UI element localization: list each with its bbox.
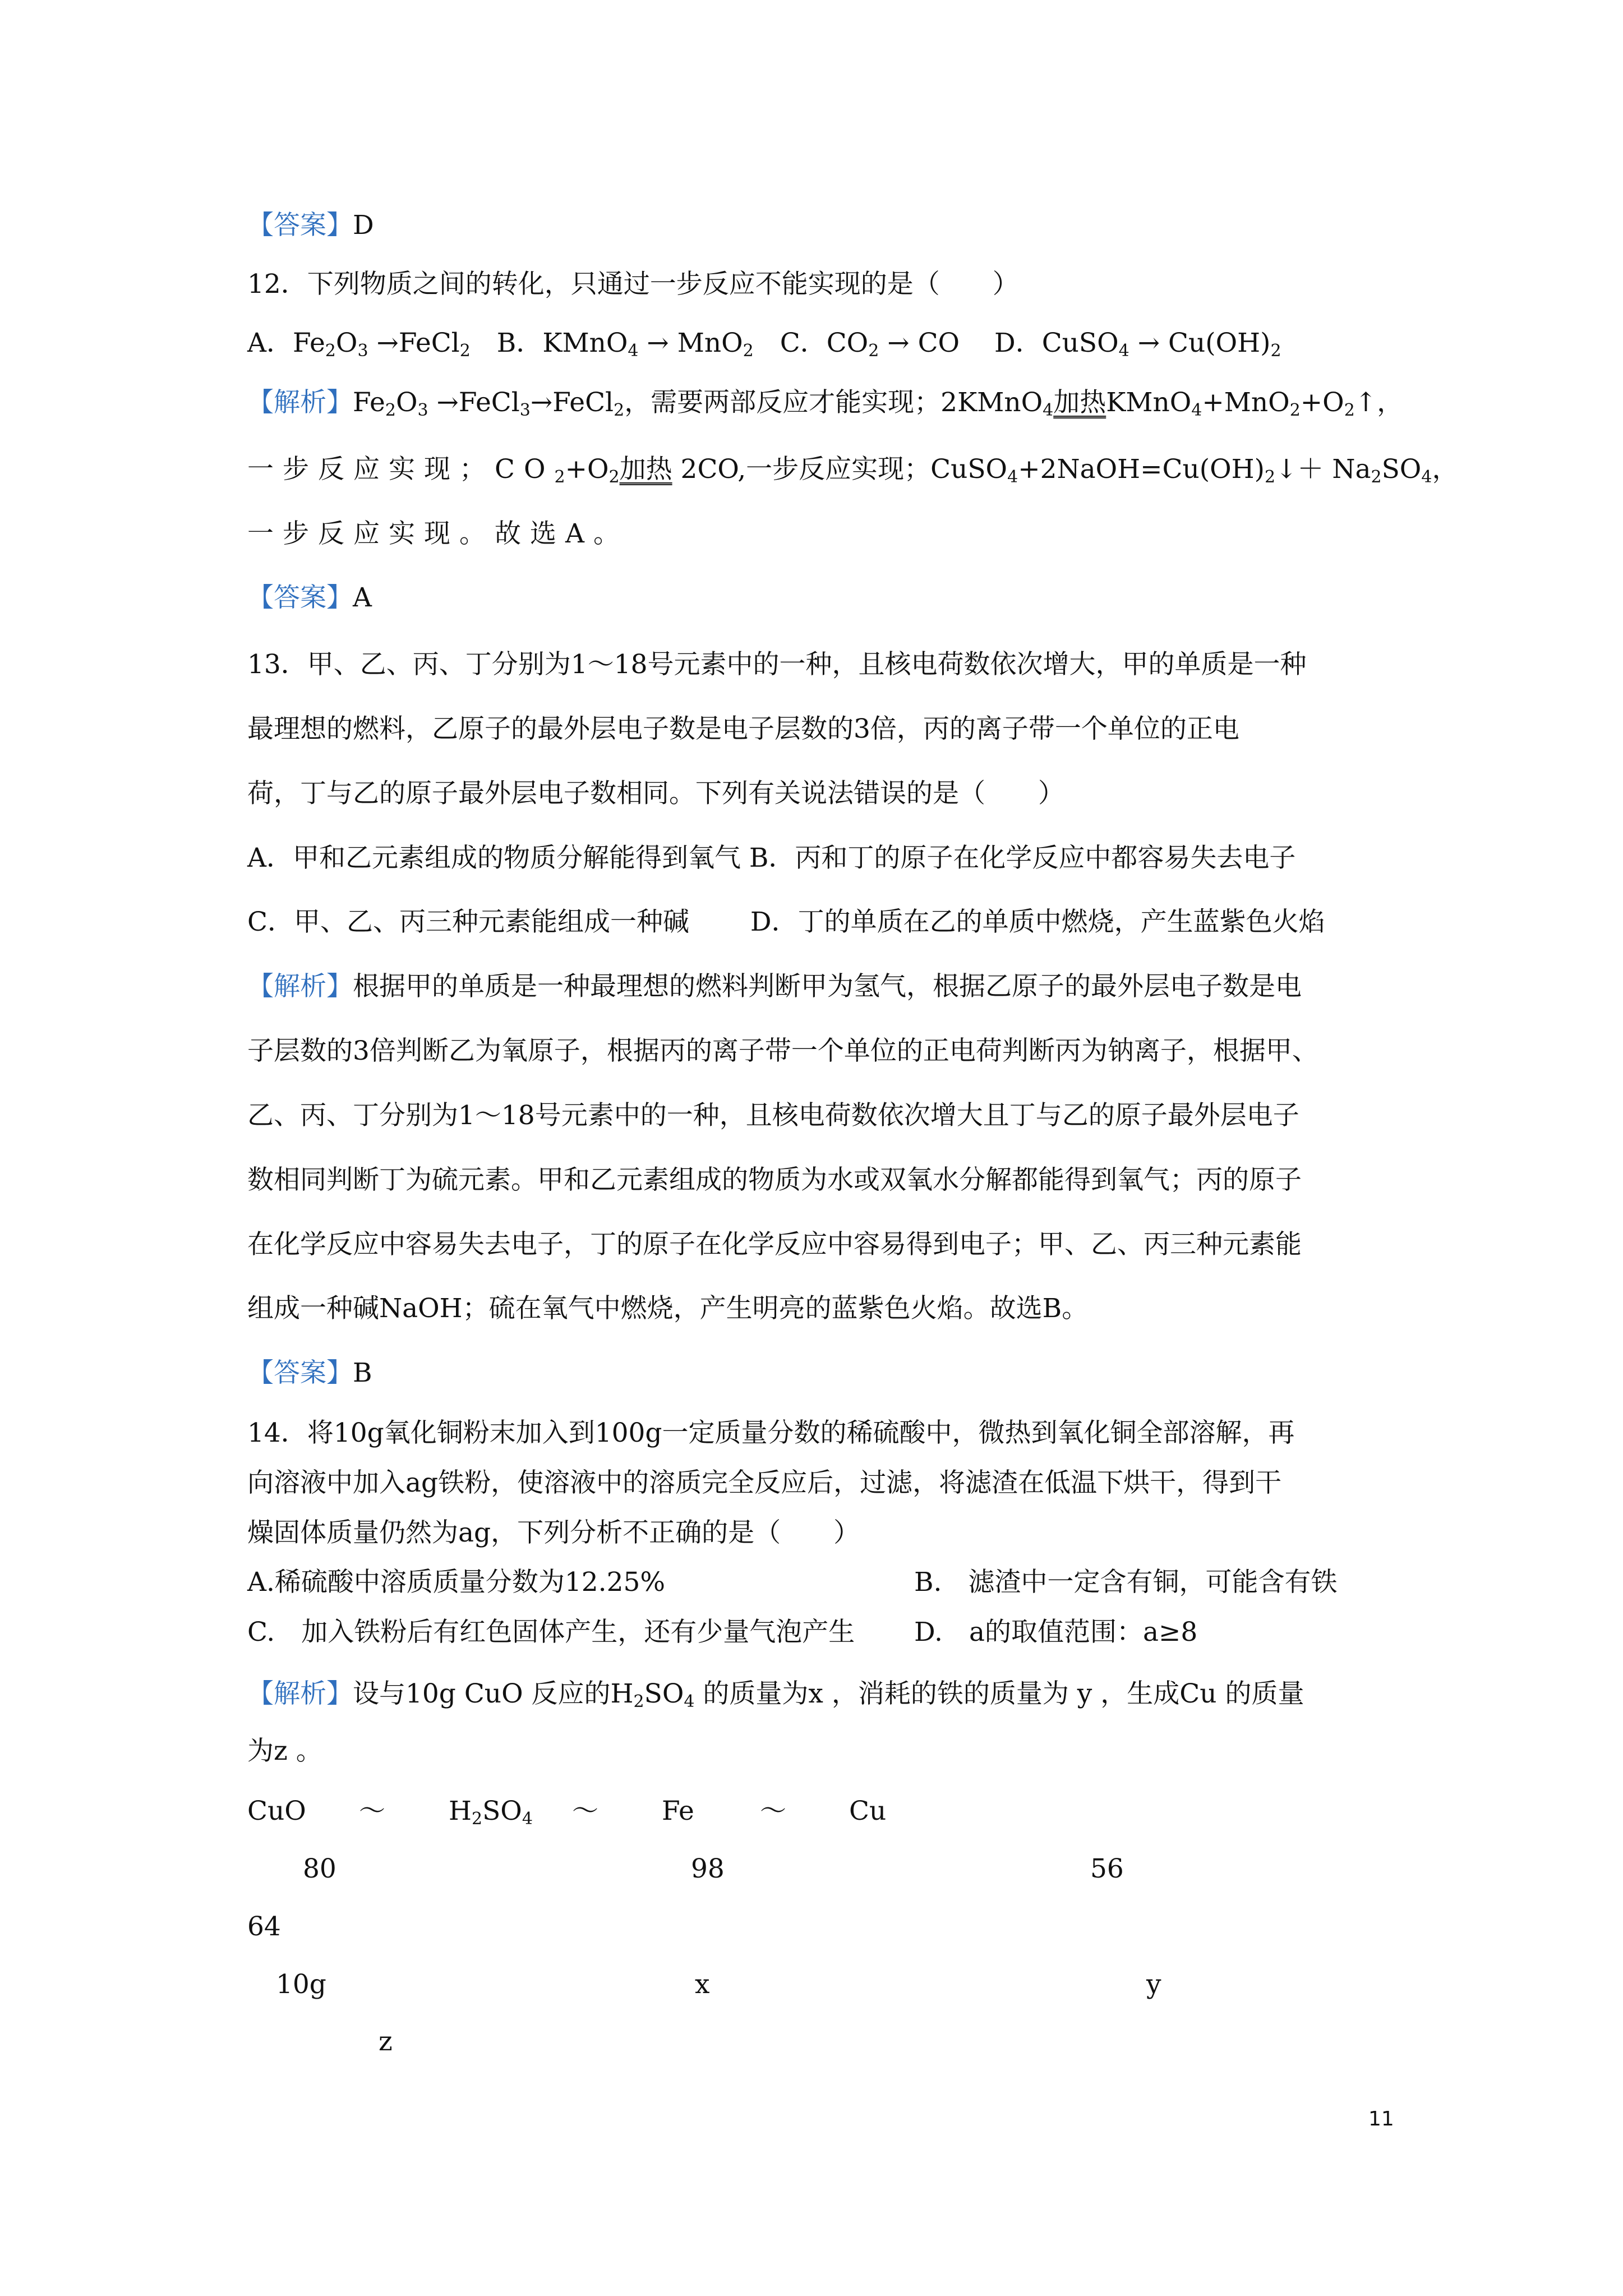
table-r2-98: 98 (691, 1853, 725, 1884)
table-h2so4: $H_2SO_4$ (449, 1796, 533, 1829)
table-r3-64: 64 (247, 1911, 281, 1942)
question-13-analysis-6: 组成一种碱NaOH；硫在氧气中燃烧，产生明亮的蓝紫色火焰。故选B。 (247, 1293, 1089, 1324)
question-12-analysis-line-1: 【解析】$Fe_2O_3$ →FeCl$_3$→FeCl$_2$，需要两部反应才能实现；2KMnO$_4$加热$KMnO_4+MnO_2+O_2↑$， (247, 387, 1404, 420)
question-14-stem-3: 燥固体质量仍然为ag，下列分析不正确的是（ ） (247, 1517, 860, 1548)
question-12-stem: 12．下列物质之间的转化，只通过一步反应不能实现的是（ ） (247, 269, 1019, 300)
question-14-analysis-2: 为z 。 (247, 1736, 322, 1766)
question-13-option-ab: A．甲和乙元素组成的物质分解能得到氧气 B．丙和丁的原子在化学反应中都容易失去电子 (247, 843, 1296, 873)
table-r2-80: 80 (303, 1853, 336, 1884)
question-13-stem-3: 荷，丁与乙的原子最外层电子数相同。下列有关说法错误的是（ ） (247, 778, 1064, 809)
table-r4-x: x (695, 1969, 710, 2000)
question-12-analysis-line-3: 一步反应实现。故选A。 (247, 518, 629, 549)
answer-13: 【答案】B (247, 1358, 372, 1388)
analysis-tag: 【解析】 (247, 387, 353, 418)
question-12-options: A．$Fe_2O_3$ →FeCl$_2$ B．KMnO$_4$ → MnO$_2$ C．$CO_2$ → CO D．CuSO$_4$ → $Cu(OH)_2$ (247, 328, 1281, 361)
answer-11: 【答案】D (247, 210, 374, 241)
table-cuo: CuO (247, 1796, 306, 1826)
question-14-option-c: C. 加入铁粉后有红色固体产生，还有少量气泡产生 (247, 1617, 855, 1648)
page-number: 11 (1368, 2108, 1394, 2131)
question-14-option-d: D. a的取值范围：a≥8 (914, 1617, 1198, 1648)
question-13-analysis-3: 乙、丙、丁分别为1～18号元素中的一种，且核电荷数依次增大且丁与乙的原子最外层电子 (247, 1100, 1299, 1131)
question-14-analysis-1: 【解析】设与10g CuO 反应的$H_2SO_4$ 的质量为x ，消耗的铁的质量为 y ，生成Cu 的质量 (247, 1678, 1304, 1711)
question-13-option-cd: C．甲、乙、丙三种元素能组成一种碱 D．丁的单质在乙的单质中燃烧，产生蓝紫色火焰 (247, 907, 1325, 937)
table-r2-56: 56 (1090, 1853, 1124, 1884)
question-13-analysis-1: 【解析】根据甲的单质是一种最理想的燃料判断甲为氢气，根据乙原子的最外层电子数是电 (247, 971, 1302, 1002)
question-13-analysis-5: 在化学反应中容易失去电子，丁的原子在化学反应中容易得到电子；甲、乙、丙三种元素能 (247, 1229, 1302, 1260)
table-fe: Fe (662, 1796, 694, 1826)
table-tilde-1: ～ (359, 1796, 385, 1826)
table-r4-y: y (1146, 1969, 1161, 2000)
answer-12: 【答案】A (247, 582, 372, 613)
table-cu: Cu (849, 1796, 887, 1826)
table-r4-10g: 10g (276, 1969, 326, 2000)
table-tilde-3: ～ (760, 1796, 786, 1826)
question-13-analysis-2: 子层数的3倍判断乙为氧原子，根据丙的离子带一个单位的正电荷判断丙为钠离子，根据甲、 (247, 1036, 1318, 1066)
question-14-stem-2: 向溶液中加入ag铁粉，使溶液中的溶质完全反应后，过滤，将滤渣在低温下烘干，得到干 (247, 1467, 1282, 1498)
question-14-option-a: A.稀硫酸中溶质质量分数为12.25% (247, 1567, 666, 1598)
answer-tag: 【答案】 (247, 210, 353, 241)
table-r5-z: z (379, 2026, 393, 2057)
question-12-analysis-line-2: 一步反应实现；$CO_2+O_2$加热 2CO,一步反应实现；$CuSO_4+2NaOH=Cu(OH)_2↓+ Na_2SO_4$， (247, 454, 1459, 487)
question-13-stem-2: 最理想的燃料，乙原子的最外层电子数是电子层数的3倍，丙的离子带一个单位的正电 (247, 714, 1239, 744)
question-13-stem-1: 13．甲、乙、丙、丁分别为1～18号元素中的一种，且核电荷数依次增大，甲的单质是一种 (247, 649, 1307, 680)
table-tilde-2: ～ (572, 1796, 598, 1826)
question-14-stem-1: 14．将10g氧化铜粉末加入到100g一定质量分数的稀硫酸中，微热到氧化铜全部溶解，再 (247, 1418, 1295, 1448)
question-13-analysis-4: 数相同判断丁为硫元素。甲和乙元素组成的物质为水或双氧水分解都能得到氧气；丙的原子 (247, 1165, 1302, 1195)
question-14-option-b: B. 滤渣中一定含有铜，可能含有铁 (914, 1567, 1338, 1598)
